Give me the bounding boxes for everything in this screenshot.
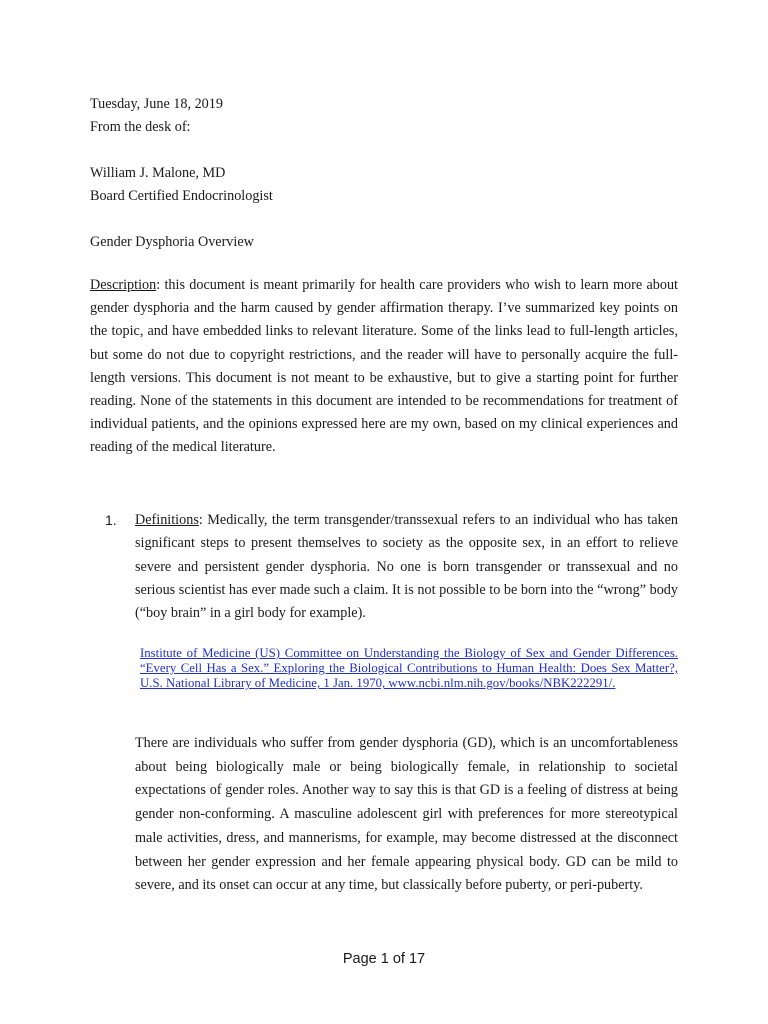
author-title: Board Certified Endocrinologist bbox=[90, 188, 273, 204]
page-number: Page 1 of 17 bbox=[342, 951, 426, 967]
description-label: Description bbox=[90, 277, 157, 293]
description-paragraph bbox=[90, 274, 678, 460]
gender-dysphoria-paragraph: There are individuals who suffer from gender dysphoria (GD), which is an uncomfortableness about being biologically male or being biologically female, in relationship to societal expectations of gender roles. Another way to say this is that GD is a feeling of distress at being gender non-conforming. A masculine adolescent girl with preferences for more stereotypical male activities, dress, and mannerisms, for example, may become distressed at the disconnect between her gender expression and her female appearing physical body. GD can be mild to severe, and its onset can occur at any time, but classically before puberty, or peri-puberty. bbox=[135, 735, 678, 894]
definitions-text: : Medically, the term transgender/transsexual refers to an individual who has taken significant steps to present themselves to society as the opposite sex, in an effort to relieve severe and persistent gender dysphoria. No one is born transgender or transsexual and no serious scientist has ever made such a claim. It is not possible to be born into the “wrong” body (“boy brain” in a girl body for example). bbox=[135, 512, 678, 622]
definitions-paragraph bbox=[135, 509, 678, 625]
from-line: From the desk of: bbox=[90, 119, 191, 135]
document-title: Gender Dysphoria Overview bbox=[90, 234, 254, 250]
letter-date: Tuesday, June 18, 2019 bbox=[90, 96, 223, 112]
description-text: : this document is meant primarily for health care providers who wish to learn more about gender dysphoria and the harm caused by gender affirmation therapy. I’ve summarized key points on the topic, and have embedded links to relevant literature. Some of the links lead to full-length articles, but some do not due to copyright restrictions, and the reader will have to personally acquire the full-length versions. This document is not meant to be exhaustive, but to give a starting point for further reading. None of the statements in this document are intended to be recommendations for treatment of individual patients, and the opinions expressed here are my own, based on my clinical experiences and reading of the medical literature. bbox=[90, 277, 678, 456]
citation-link[interactable]: Institute of Medicine (US) Committee on Understanding the Biology of Sex and Gender Differences. “Every Cell Has a Sex.” Exploring the Biological Contributions to Human Health: Does Sex Matter?, U.S. National Library of Medicine, 1 Jan. 1970, www.ncbi.nlm.nih.gov/books/NBK222291/. bbox=[140, 646, 678, 691]
author-name: William J. Malone, MD bbox=[90, 165, 226, 181]
section-number: 1. bbox=[105, 512, 117, 528]
definitions-label: Definitions bbox=[135, 512, 199, 528]
